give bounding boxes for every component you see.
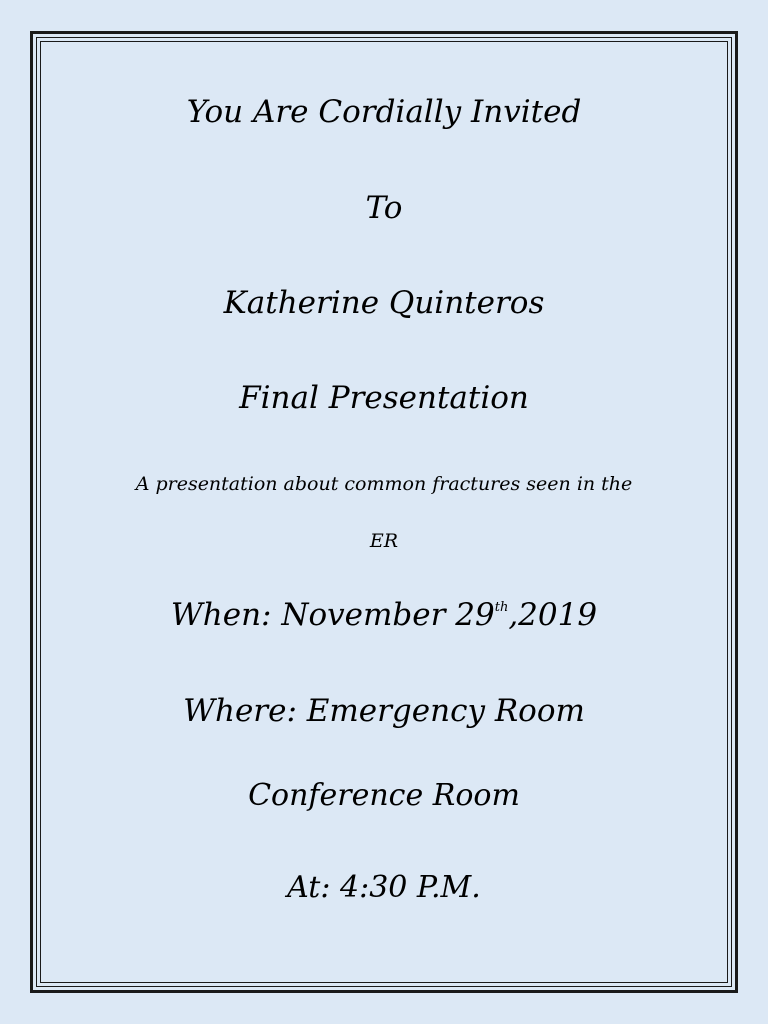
event-date-year: ,2019 xyxy=(508,597,598,633)
invitation-heading: You Are Cordially Invited xyxy=(186,94,582,130)
event-date-main: When: November 29 xyxy=(170,597,495,633)
event-date xyxy=(0,597,768,633)
event-date-ordinal: th xyxy=(494,600,509,615)
event-description-line2: ER xyxy=(369,530,399,552)
event-location-line2: Conference Room xyxy=(248,778,520,813)
page-border-inner xyxy=(40,41,728,983)
event-description-line1: A presentation about common fractures seen in the xyxy=(135,473,633,495)
page-border-outer xyxy=(30,31,738,993)
page-border-middle xyxy=(36,37,732,987)
event-title: Final Presentation xyxy=(239,380,529,416)
presenter-name: Katherine Quinteros xyxy=(223,285,545,321)
event-time: At: 4:30 P.M. xyxy=(287,870,481,905)
invitation-to: To xyxy=(365,190,403,226)
event-location-line1: Where: Emergency Room xyxy=(183,693,585,729)
